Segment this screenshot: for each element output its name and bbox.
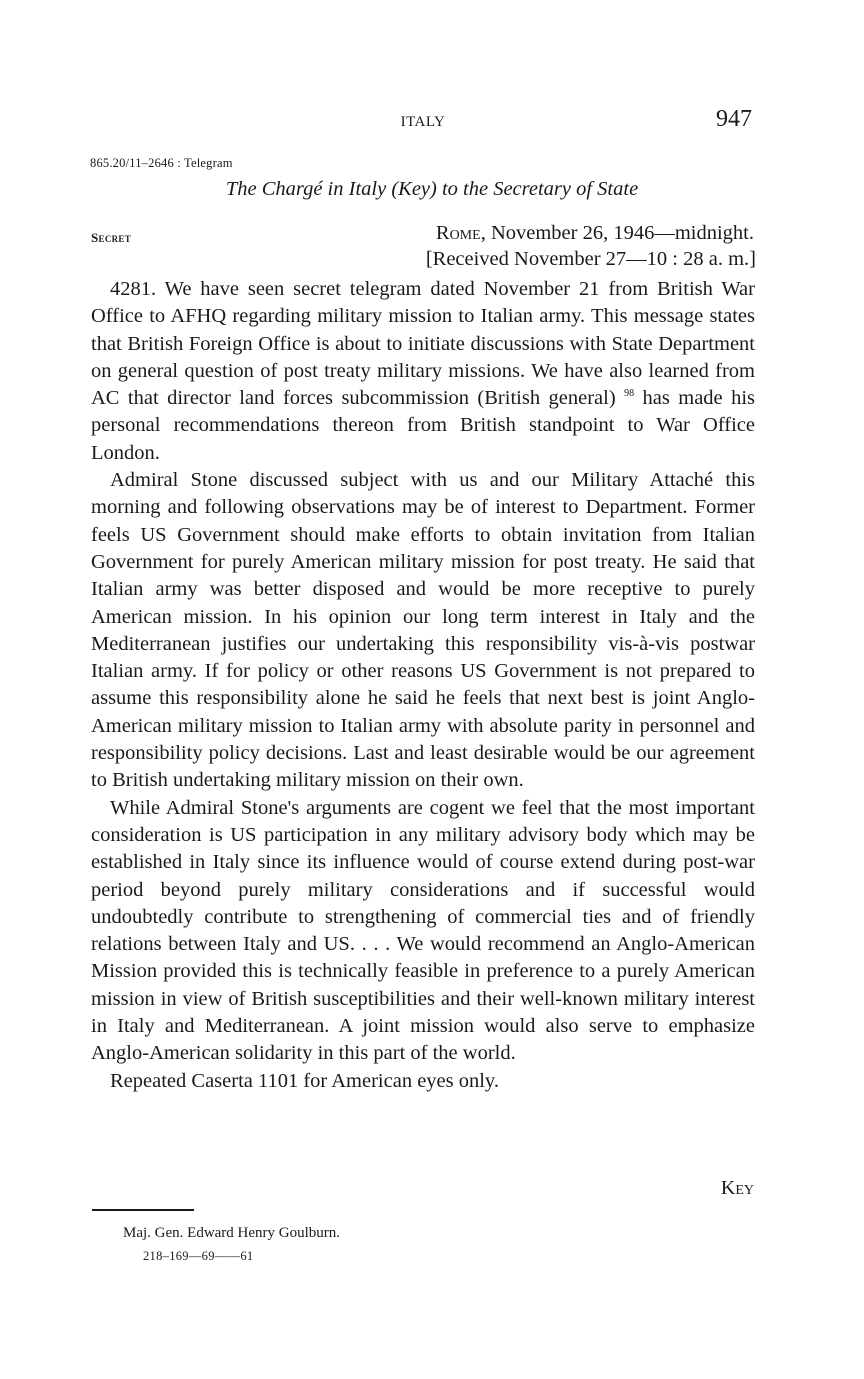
paragraph-2: Admiral Stone discussed subject with us and our Military Attaché this morning and following observations may be of interest to Department. Former feels US Government should make efforts to obtain invitation from Italian Government for purely American military mission for post treaty. He said that Italian army was better disposed and would be more receptive to purely American mission. In his opinion our long term interest in Italy and the Mediterranean justifies our undertaking this responsibility vis-à-vis postwar Italian army. If for policy or other reasons US Government is not prepared to assume this responsibility alone he said he feels that next best is joint Anglo-American military mission to Italian army with absolute parity in personnel and responsibility policy decisions. Last and least desirable would be our agreement to British undertaking military mission on their own. [91,469,755,792]
footnote-marker: 98 [624,388,635,400]
paragraph-1 [91,276,755,467]
paragraph-1-text: 4281. We have seen secret telegram dated November 21 from British War Office to AFHQ regarding military mission to Italian army. This message states that British Foreign Office is about to initiate discussions with State Department on general question of post treaty military missions. We have also learned from AC that director land forces subcommission (British general) [91,278,755,410]
telegram-body [91,276,755,1095]
page-number: 947 [716,106,752,132]
paragraph-4: Repeated Caserta 1101 for American eyes only. [110,1069,499,1092]
paragraph-3: While Admiral Stone's arguments are cogent we feel that the most important consideration is US participation in any military advisory body which may be established in Italy since its influence would of course extend during post-war period beyond purely military considerations and if successful would undoubtedly contribute to strengthening of commercial ties and of friendly relations between Italy and US. . . . We would recommend an Anglo-American Mission provided this is technically feasible in preference to a purely American mission in view of British susceptibilities and their well-known military interest in Italy and Mediterranean. A joint mission would also serve to emphasize Anglo-American solidarity in this part of the world. [91,796,755,1065]
signature: Key [720,1177,754,1199]
document-title: The Chargé in Italy (Key) to the Secretary of State [225,178,639,200]
running-title: ITALY [400,114,446,130]
dateline [436,222,754,245]
paragraph-1-text-continued: has made his personal recommendations thereon from British standpoint to War Office London. [91,387,756,464]
dateline-date: , November 26, 1946—midnight. [480,222,754,244]
received-line: [Received November 27—10 : 28 a. m.] [425,248,756,270]
file-reference: 865.20/11–2646 : Telegram [90,156,233,170]
footnote-divider [92,1209,194,1211]
footnote-98: Maj. Gen. Edward Henry Goulburn. [123,1225,341,1241]
print-code: 218–169—69——61 [143,1249,254,1263]
classification-label: Secret [91,230,132,245]
running-head [92,106,754,140]
dateline-place: Rome [435,222,481,244]
